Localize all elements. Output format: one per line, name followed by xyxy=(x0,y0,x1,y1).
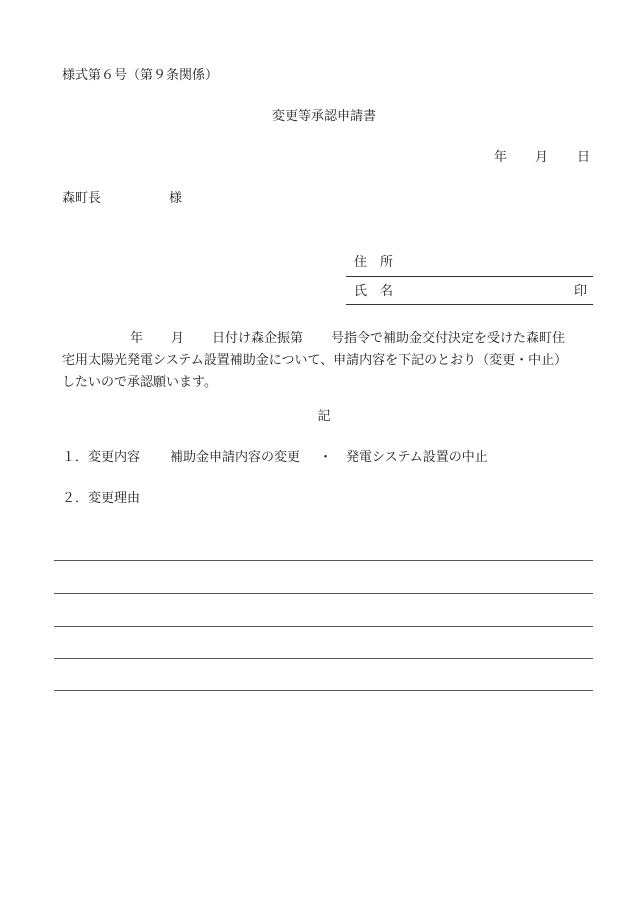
reason-line xyxy=(54,560,593,561)
reason-line xyxy=(54,593,593,594)
reason-line xyxy=(54,690,593,691)
notes-heading: 記 xyxy=(317,409,331,424)
body-year-label: 年 xyxy=(130,331,144,346)
item-1-option-cancel: 発電システム設置の中止 xyxy=(346,450,488,465)
body-line-2: 宅用太陽光発電システム設置補助金について、申請内容を下記のとおり（変更・中止） xyxy=(62,353,568,368)
applicant-address-line xyxy=(346,276,593,277)
date-year-label: 年 xyxy=(494,150,508,165)
addressee-honorific: 様 xyxy=(169,191,183,206)
request-body-text xyxy=(62,328,592,394)
body-line-1 xyxy=(62,328,592,350)
applicant-name-line xyxy=(346,304,593,305)
body-line-1-end: 号指令で補助金交付決定を受けた森町住 xyxy=(331,331,566,346)
form-number: 様式第６号（第９条関係） xyxy=(62,68,219,83)
body-line-3: したいので承認願います。 xyxy=(62,375,217,390)
item-1-label: １．変更内容 xyxy=(62,450,141,465)
applicant-name-label: 氏 名 xyxy=(354,284,394,299)
date-month-label: 月 xyxy=(535,150,549,165)
body-month-label: 月 xyxy=(171,331,185,346)
seal-label: 印 xyxy=(574,284,588,299)
item-1-separator: ・ xyxy=(319,450,333,465)
reason-line xyxy=(54,626,593,627)
applicant-address-label: 住 所 xyxy=(354,255,394,270)
item-2-label: ２．変更理由 xyxy=(62,491,141,506)
date-day-label: 日 xyxy=(577,150,591,165)
document-title: 変更等承認申請書 xyxy=(271,109,376,124)
addressee-name: 森町長 xyxy=(62,191,102,206)
reason-line xyxy=(54,658,593,659)
body-line-1-tail: 日付け森企振第 xyxy=(212,331,304,346)
item-1-option-change: 補助金申請内容の変更 xyxy=(170,450,301,465)
